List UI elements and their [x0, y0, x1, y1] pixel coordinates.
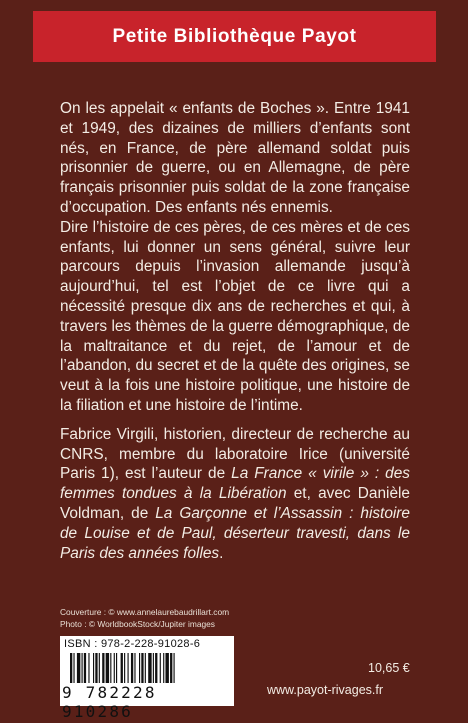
barcode-box: [60, 636, 234, 721]
photo-credit: Photo : © WorldbookStock/Jupiter images: [60, 619, 215, 629]
summary-paragraph-2: Dire l’histoire de ces pères, de ces mères et de ces enfants, lui donner un sens général, suivre leur parcours depuis l’invasion allemande jusqu’à aujourd’hui, tel est l’objet de ce livre qui a nécessité presque dix ans de recherches et qui, à travers les thèmes de la guerre démographique, de la maltraitance et du rejet, de l’amour et de l’abandon, du secret et de la quête des origines, se veut à la fois une histoire politique, une histoire de la filiation et une histoire de l’intime.: [60, 218, 410, 414]
series-title: Petite Bibliothèque Payot: [112, 25, 357, 47]
author-bio: [60, 425, 410, 564]
barcode-digits: 9 782228 910286: [62, 683, 157, 721]
publisher-website: www.payot-rivages.fr: [267, 683, 384, 697]
image-credits: [60, 606, 229, 630]
author-bio-text-1: Fabrice Virgili, historien, directeur de recherche au CNRS, membre du laboratoire Irice (université Paris 1), est l’auteur de: [60, 425, 410, 483]
price: 10,65 €: [368, 661, 410, 675]
summary-paragraph-1: On les appelait « enfants de Boches ». Entre 1941 et 1949, des dizaines de milliers d’enfants sont nés, en France, de père allemand soldat puis prisonnier de guerre, ou en Allemagne, de père français prisonnier puis soldat de la zone française d’occupation. Des enfants nés ennemis.: [60, 100, 410, 216]
barcode-icon: [70, 653, 230, 683]
book-title-1: La France « virile » : des femmes tondues à la Libération: [60, 465, 410, 503]
cover-credit: Couverture : © www.annelaurebaudrillart.com: [60, 607, 230, 617]
series-banner: [33, 11, 436, 62]
back-cover-text: [60, 99, 410, 563]
book-title-2: La Garçonne et l’Assassin : histoire de Louise et de Paul, déserteur travesti, dans le Paris des années folles: [60, 504, 410, 562]
author-bio-text-3: .: [219, 544, 224, 562]
author-bio-text-2: et, avec Danièle Voldman, de: [60, 485, 410, 522]
isbn-label: ISBN : 978-2-228-91028-6: [64, 638, 201, 650]
